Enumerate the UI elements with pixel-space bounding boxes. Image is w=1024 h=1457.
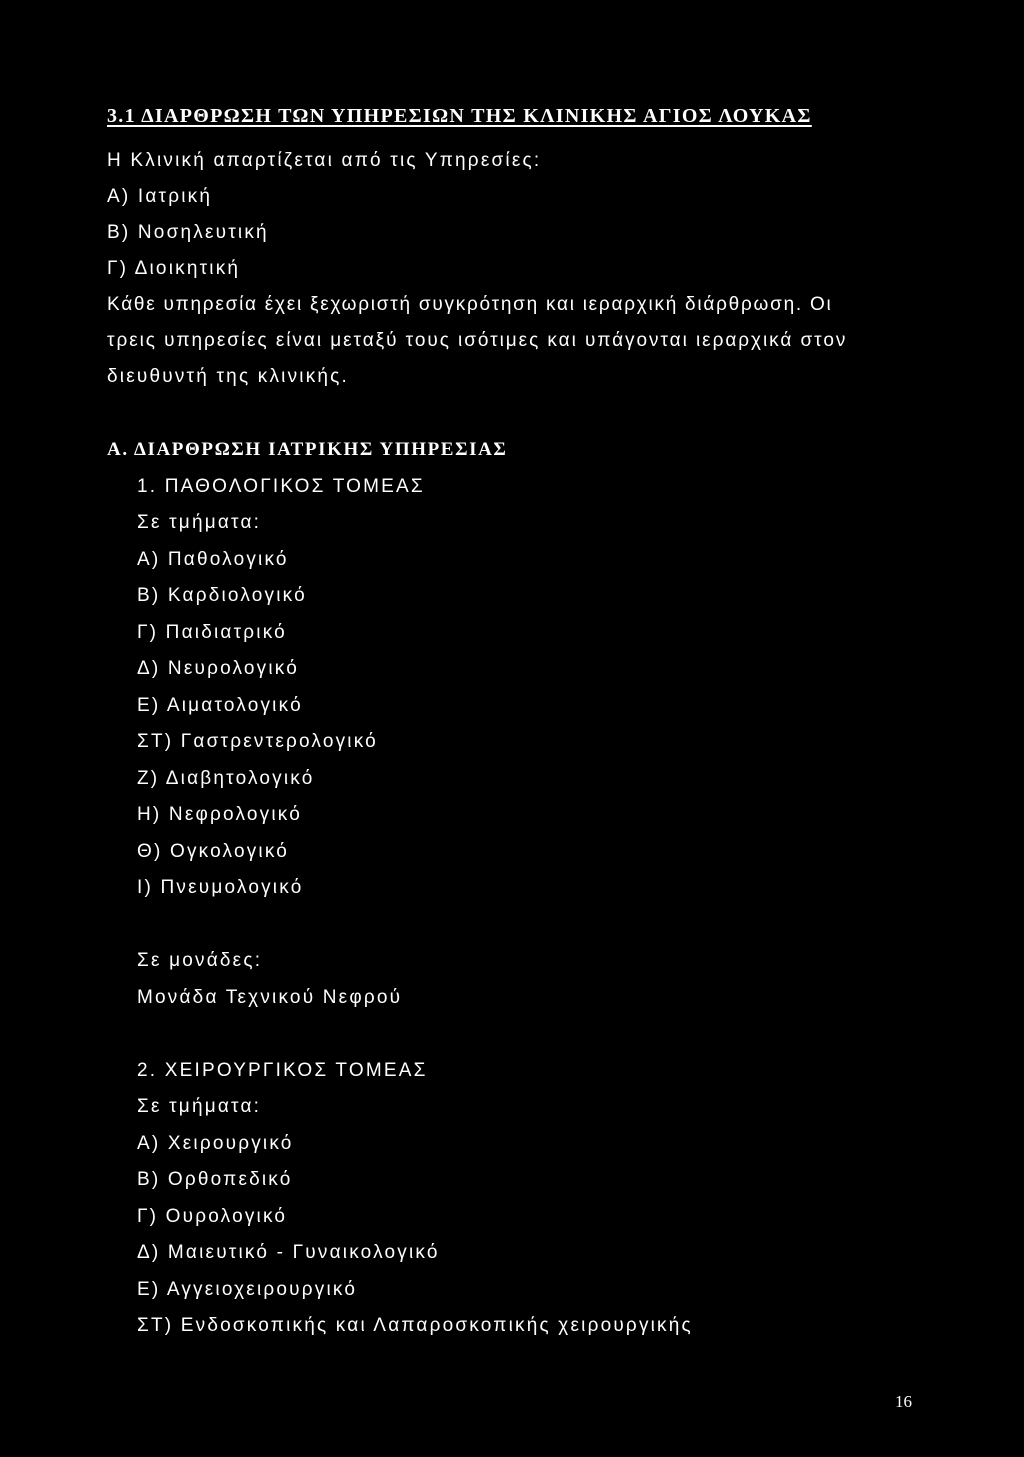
department-item: Δ) Νευρολογικό bbox=[137, 658, 300, 679]
sector-heading: 1. ΠΑΘΟΛΟΓΙΚΟΣ ΤΟΜΕΑΣ bbox=[137, 476, 425, 497]
department-item: Ι) Πνευμολογικό bbox=[137, 877, 304, 898]
sector-heading: 2. ΧΕΙΡΟΥΡΓΙΚΟΣ ΤΟΜΕΑΣ bbox=[137, 1060, 428, 1081]
paragraph-line: Κάθε υπηρεσία έχει ξεχωριστή συγκρότηση και ιεραρχική διάρθρωση. Οι bbox=[107, 294, 833, 315]
department-item: Ε) Αγγειοχειρουργικό bbox=[137, 1279, 358, 1300]
paragraph-line: τρεις υπηρεσίες είναι μεταξύ τους ισότιμες και υπάγονται ιεραρχικά στον bbox=[107, 330, 848, 351]
departments-label: Σε τμήματα: bbox=[137, 1096, 262, 1117]
section-heading: Α. ΔΙΑΡΘΡΩΣΗ ΙΑΤΡΙΚΗΣ ΥΠΗΡΕΣΙΑΣ bbox=[107, 439, 508, 460]
page-number: 16 bbox=[895, 1392, 912, 1411]
department-item: Β) Καρδιολογικό bbox=[137, 585, 307, 606]
department-item: Δ) Μαιευτικό - Γυναικολογικό bbox=[137, 1242, 440, 1263]
department-item: ΣΤ) Γαστρεντερολογικό bbox=[137, 731, 378, 752]
department-item: Β) Ορθοπεδικό bbox=[137, 1169, 293, 1190]
department-item: Η) Νεφρολογικό bbox=[137, 804, 302, 825]
unit-item: Μονάδα Τεχνικού Νεφρού bbox=[137, 987, 403, 1008]
page-title: 3.1 ΔΙΑΡΘΡΩΣΗ ΤΩΝ ΥΠΗΡΕΣΙΩΝ ΤΗΣ ΚΛΙΝΙΚΗΣ ΑΓΙΟΣ ΛΟΥΚΑΣ bbox=[107, 105, 812, 127]
department-item: Γ) Παιδιατρικό bbox=[137, 622, 287, 643]
service-item: Β) Νοσηλευτική bbox=[107, 222, 269, 243]
department-item: Θ) Ογκολογικό bbox=[137, 841, 290, 862]
intro-text: Η Κλινική απαρτίζεται από τις Υπηρεσίες: bbox=[107, 150, 542, 171]
department-item: Ζ) Διαβητολογικό bbox=[137, 768, 315, 789]
service-item: Γ) Διοικητική bbox=[107, 258, 241, 279]
service-item: Α) Ιατρική bbox=[107, 186, 213, 207]
paragraph-line: διευθυντή της κλινικής. bbox=[107, 366, 350, 387]
department-item: Α) Παθολογικό bbox=[137, 549, 289, 570]
units-label: Σε μονάδες: bbox=[137, 950, 263, 971]
departments-label: Σε τμήματα: bbox=[137, 512, 262, 533]
department-item: Ε) Αιματολογικό bbox=[137, 695, 303, 716]
department-item: Γ) Ουρολογικό bbox=[137, 1206, 288, 1227]
department-item: Α) Χειρουργικό bbox=[137, 1133, 294, 1154]
department-item: ΣΤ) Ενδοσκοπικής και Λαπαροσκοπικής χειρουργικής bbox=[137, 1315, 693, 1336]
